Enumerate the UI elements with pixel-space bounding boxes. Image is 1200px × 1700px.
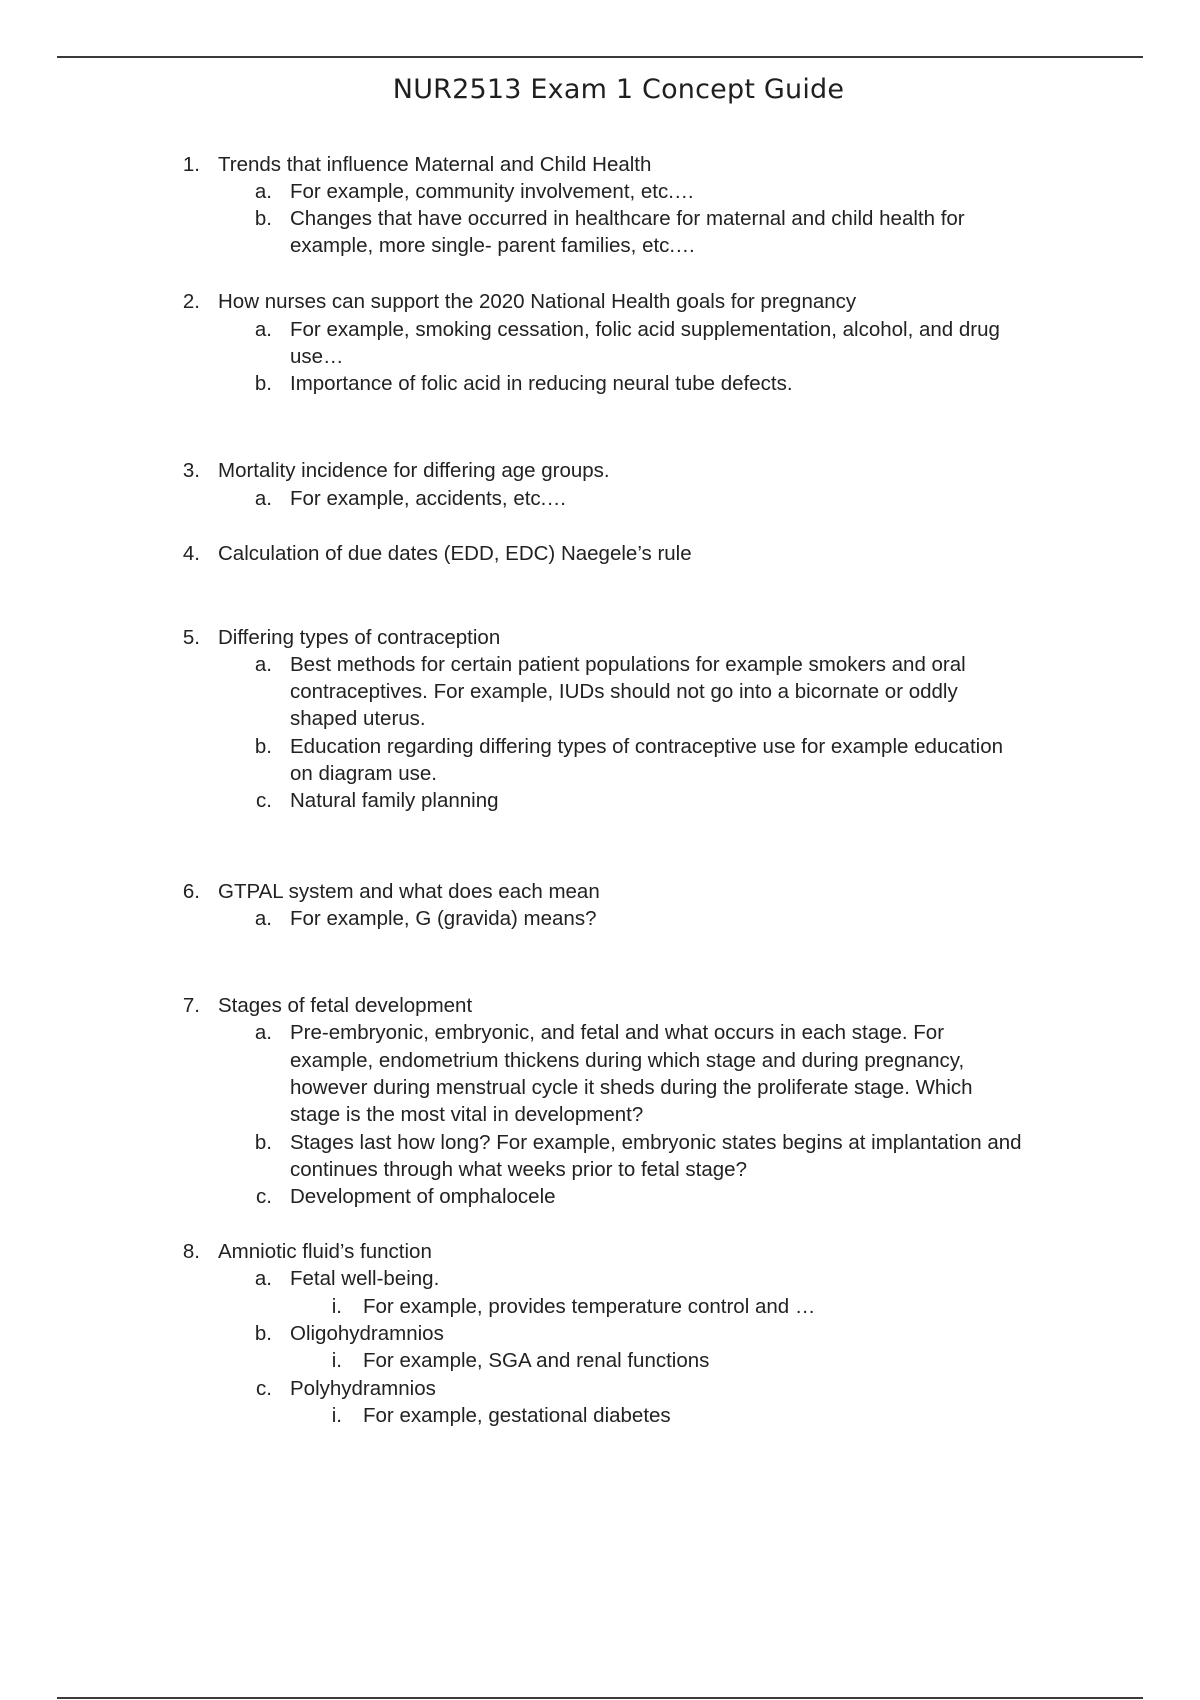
item-heading: Mortality incidence for differing age groups. xyxy=(218,459,610,482)
item-number: 6. xyxy=(182,880,200,903)
sub-item-text: Best methods for certain patient populations for example smokers and oral xyxy=(290,653,966,676)
sub-item-marker: c. xyxy=(256,1377,272,1400)
sub-item-marker: a. xyxy=(254,318,272,341)
sub-sub-item-text: For example, SGA and renal functions xyxy=(363,1349,710,1372)
sub-item-marker: a. xyxy=(254,907,272,930)
sub-item-text: continues through what weeks prior to fetal stage? xyxy=(290,1158,747,1181)
item-heading: Calculation of due dates (EDD, EDC) Naegele’s rule xyxy=(218,542,692,565)
sub-item-marker: b. xyxy=(254,372,272,395)
sub-sub-item-marker: i. xyxy=(331,1295,342,1318)
sub-sub-item-text: For example, gestational diabetes xyxy=(363,1404,671,1427)
sub-item-text: shaped uterus. xyxy=(290,707,426,730)
sub-item-marker: b. xyxy=(254,1131,272,1154)
item-number: 7. xyxy=(182,994,200,1017)
sub-item-marker: a. xyxy=(254,653,272,676)
sub-item-text: Stages last how long? For example, embryonic states begins at implantation and xyxy=(290,1131,1022,1154)
item-number: 3. xyxy=(182,459,200,482)
item-heading: Differing types of contraception xyxy=(218,626,501,649)
sub-item-text: Natural family planning xyxy=(290,789,499,812)
sub-item-text: Importance of folic acid in reducing neural tube defects. xyxy=(290,372,793,395)
sub-item-marker: b. xyxy=(254,207,272,230)
item-number: 8. xyxy=(182,1240,200,1263)
sub-item-text: For example, accidents, etc.… xyxy=(290,487,567,510)
sub-sub-item-marker: i. xyxy=(331,1404,342,1427)
sub-item-text: For example, community involvement, etc.… xyxy=(290,180,695,203)
item-number: 2. xyxy=(182,290,200,313)
sub-item-marker: b. xyxy=(254,735,272,758)
sub-item-marker: a. xyxy=(254,487,272,510)
top-rule xyxy=(57,56,1143,58)
sub-item-text: Changes that have occurred in healthcare for maternal and child health for xyxy=(290,207,965,230)
sub-item-text: Fetal well-being. xyxy=(290,1267,440,1290)
sub-item-text: contraceptives. For example, IUDs should not go into a bicornate or oddly xyxy=(290,680,958,703)
sub-item-text: Polyhydramnios xyxy=(290,1377,436,1400)
sub-item-marker: c. xyxy=(256,789,272,812)
sub-item-text: example, endometrium thickens during which stage and during pregnancy, xyxy=(290,1049,965,1072)
item-number: 5. xyxy=(182,626,200,649)
item-heading: Amniotic fluid’s function xyxy=(218,1240,432,1263)
item-heading: Trends that influence Maternal and Child Health xyxy=(218,153,652,176)
sub-item-marker: a. xyxy=(254,180,272,203)
sub-item-text: For example, smoking cessation, folic acid supplementation, alcohol, and drug xyxy=(290,318,1000,341)
item-heading: GTPAL system and what does each mean xyxy=(218,880,600,903)
sub-item-text: Oligohydramnios xyxy=(290,1322,444,1345)
sub-item-text: stage is the most vital in development? xyxy=(290,1103,644,1126)
item-heading: How nurses can support the 2020 National Health goals for pregnancy xyxy=(218,290,857,313)
document-title: NUR2513 Exam 1 Concept Guide xyxy=(392,74,845,105)
sub-item-marker: c. xyxy=(256,1185,272,1208)
sub-item-text: example, more single- parent families, etc.… xyxy=(290,234,696,257)
sub-item-text: Education regarding differing types of contraceptive use for example education xyxy=(290,735,1004,758)
sub-item-marker: a. xyxy=(254,1021,272,1044)
sub-item-marker: b. xyxy=(254,1322,272,1345)
sub-item-text: Pre-embryonic, embryonic, and fetal and what occurs in each stage. For xyxy=(290,1021,945,1044)
sub-item-text: For example, G (gravida) means? xyxy=(290,907,597,930)
bottom-rule xyxy=(57,1697,1143,1699)
item-number: 1. xyxy=(182,153,200,176)
item-heading: Stages of fetal development xyxy=(218,994,473,1017)
sub-item-text: use… xyxy=(290,345,344,368)
sub-sub-item-text: For example, provides temperature control and … xyxy=(363,1295,816,1318)
sub-item-text: however during menstrual cycle it sheds during the proliferate stage. Which xyxy=(290,1076,973,1099)
sub-item-marker: a. xyxy=(254,1267,272,1290)
item-number: 4. xyxy=(182,542,200,565)
sub-sub-item-marker: i. xyxy=(331,1349,342,1372)
sub-item-text: Development of omphalocele xyxy=(290,1185,556,1208)
sub-item-text: on diagram use. xyxy=(290,762,438,785)
